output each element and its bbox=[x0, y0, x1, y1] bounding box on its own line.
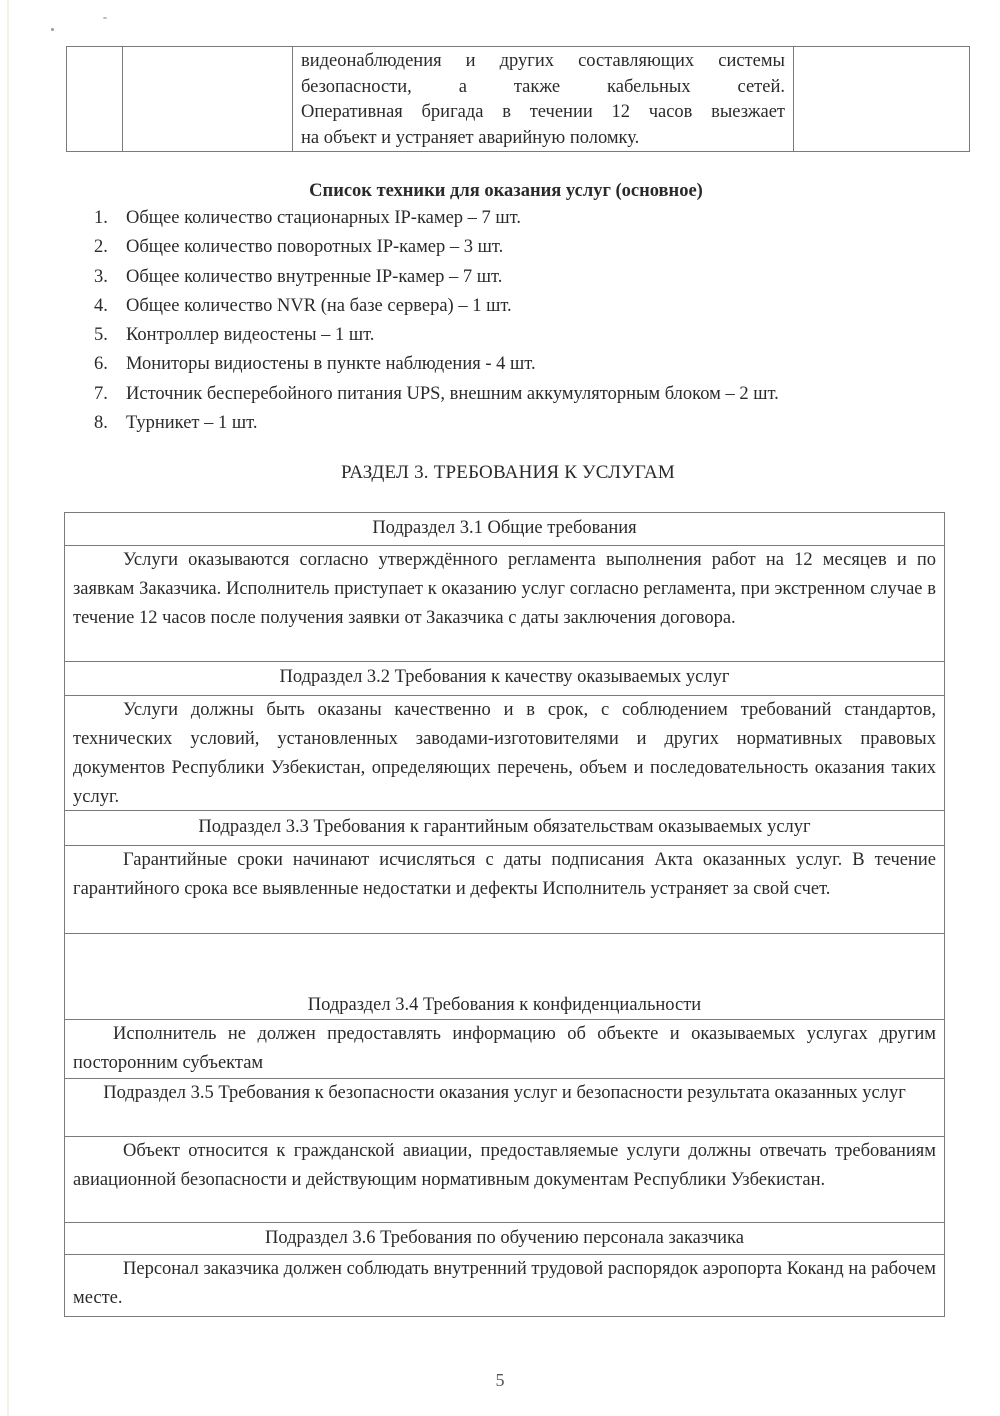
continuation-cell-name bbox=[123, 47, 293, 151]
equipment-item bbox=[94, 350, 779, 379]
scan-page-edge bbox=[7, 0, 9, 1416]
description-line: видеонаблюдения и других составляющих системы bbox=[301, 51, 785, 71]
item-text: Источник бесперебойного питания UPS, внешним аккумуляторным блоком – 2 шт. bbox=[126, 383, 779, 404]
subsection-body-text: Объект относится к гражданской авиации, предоставляемые услуги должны отвечать требованиям авиационной безопасности и действующим нормативным документам Республики Узбекистан. bbox=[73, 1141, 936, 1190]
item-number: 1. bbox=[94, 208, 108, 228]
subsection-heading: Подраздел 3.6 Требования по обучению персонала заказчика bbox=[65, 1223, 944, 1255]
item-text: Общее количество внутренные IP-камер – 7 шт. bbox=[126, 266, 503, 287]
equipment-list bbox=[94, 204, 779, 438]
equipment-item bbox=[94, 204, 779, 233]
item-text: Общее количество NVR (на базе сервера) – 1 шт. bbox=[126, 295, 512, 316]
subsection-body bbox=[65, 1020, 944, 1079]
equipment-item bbox=[94, 409, 779, 438]
requirements-table bbox=[64, 512, 945, 1317]
equipment-item bbox=[94, 292, 779, 321]
subsection-body-text: Услуги должны быть оказаны качественно и в срок, с соблюдением требований стандартов, технических условий, установленных заводами-изготовителями и других нормативных правовых документов Республики Узбекистан, определяющих перечень, объем и последовательность оказания таких услуг. bbox=[73, 700, 936, 807]
continuation-cell-extra bbox=[794, 47, 969, 151]
subsection-heading: Подраздел 3.1 Общие требования bbox=[65, 513, 944, 546]
equipment-item bbox=[94, 321, 779, 350]
item-number: 6. bbox=[94, 354, 108, 375]
item-number: 7. bbox=[94, 383, 108, 404]
item-text: Мониторы видиостены в пункте наблюдения - 4 шт. bbox=[126, 354, 536, 375]
equipment-item bbox=[94, 233, 779, 262]
item-number: 2. bbox=[94, 237, 108, 258]
subsection-heading: Подраздел 3.2 Требования к качеству оказываемых услуг bbox=[65, 662, 944, 696]
subsection-body bbox=[65, 696, 944, 811]
continuation-cell-number bbox=[67, 47, 123, 151]
equipment-item bbox=[94, 380, 779, 409]
scan-speck bbox=[51, 28, 54, 31]
subsection-body-text: Персонал заказчика должен соблюдать внутренний трудовой распорядок аэропорта Коканд на рабочем месте. bbox=[73, 1259, 936, 1308]
subsection-heading bbox=[65, 934, 944, 1020]
description-line: на объект и устраняет аварийную поломку. bbox=[301, 127, 640, 148]
subsection-body-text: Гарантийные сроки начинают исчисляться с даты подписания Акта оказанных услуг. В течение гарантийного срока все выявленные недостатки и дефекты Исполнитель устраняет за свой счет. bbox=[73, 850, 936, 899]
item-text: Турникет – 1 шт. bbox=[126, 413, 258, 434]
item-number: 4. bbox=[94, 295, 108, 316]
equipment-list-title: Список техники для оказания услуг (основное) bbox=[309, 181, 703, 201]
subsection-heading-text: Подраздел 3.4 Требования к конфиденциальности bbox=[307, 995, 702, 1015]
subsection-heading: Подраздел 3.3 Требования к гарантийным обязательствам оказываемых услуг bbox=[65, 811, 944, 846]
subsection-body-text: Услуги оказываются согласно утверждённого регламента выполнения работ на 12 месяцев и по заявкам Заказчика. Исполнитель приступает к оказанию услуг согласно регламента, при экстренном случае в течение 12 часов после получения заявки от Заказчика с даты заключения договора. bbox=[73, 550, 936, 628]
subsection-body bbox=[65, 546, 944, 662]
item-number: 5. bbox=[94, 325, 108, 346]
continuation-table bbox=[66, 46, 970, 152]
equipment-item bbox=[94, 263, 779, 292]
subsection-body bbox=[65, 1137, 944, 1223]
description-line: Оперативная бригада в течении 12 часов выезжает bbox=[301, 102, 785, 122]
item-text: Контроллер видеостены – 1 шт. bbox=[126, 325, 375, 346]
section-title: РАЗДЕЛ 3. ТРЕБОВАНИЯ К УСЛУГАМ bbox=[341, 462, 675, 483]
subsection-body bbox=[65, 1255, 944, 1316]
subsection-body bbox=[65, 846, 944, 934]
subsection-heading: Подраздел 3.5 Требования к безопасности оказания услуг и безопасности результата оказанных услуг bbox=[65, 1079, 944, 1137]
subsection-body-text: Исполнитель не должен предоставлять информацию об объекте и оказываемых услугах другим посторонним субъектам bbox=[73, 1024, 936, 1073]
description-line: безопасности, а также кабельных сетей. bbox=[301, 76, 785, 97]
scan-speck bbox=[103, 17, 107, 19]
item-number: 3. bbox=[94, 266, 108, 287]
continuation-cell-description bbox=[293, 47, 794, 151]
item-text: Общее количество поворотных IP-камер – 3 шт. bbox=[126, 237, 504, 258]
page-number: 5 bbox=[495, 1370, 505, 1390]
item-number: 8. bbox=[94, 413, 108, 434]
item-text: Общее количество стационарных IP-камер – 7 шт. bbox=[126, 208, 521, 228]
